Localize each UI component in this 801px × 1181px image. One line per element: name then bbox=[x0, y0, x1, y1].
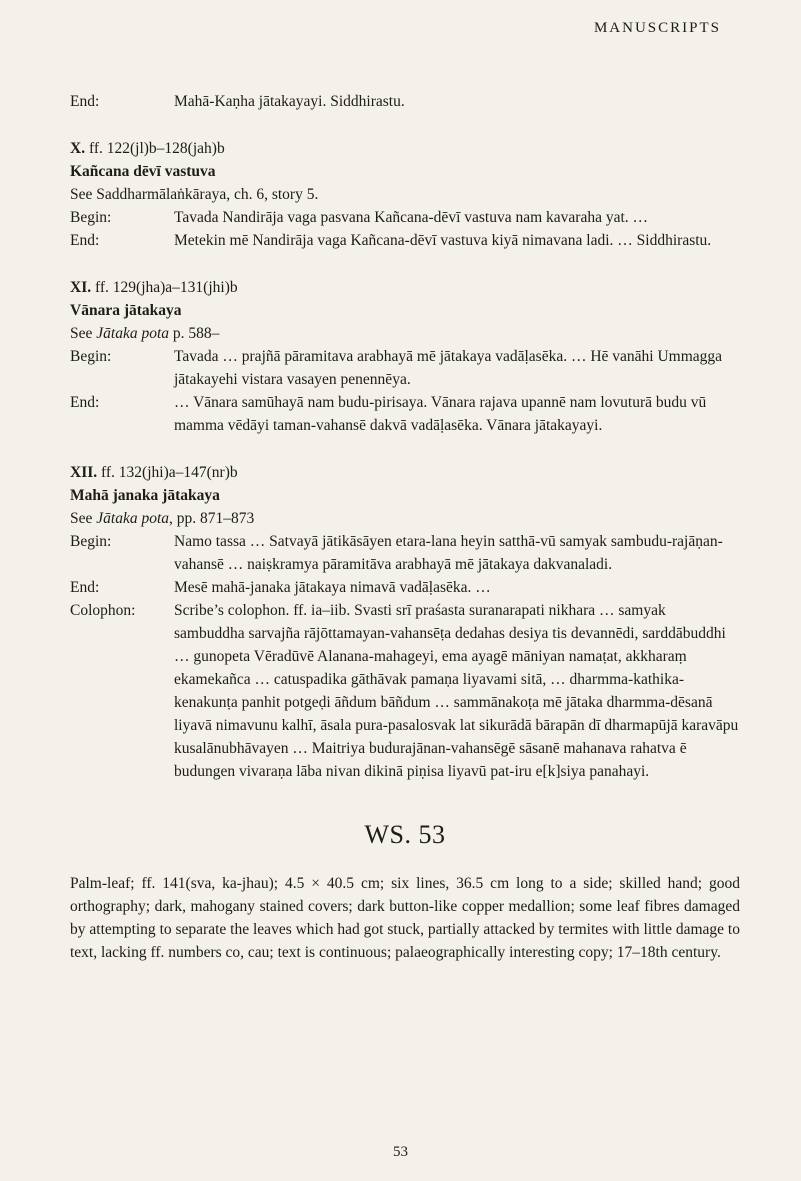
entry-field bbox=[70, 599, 740, 783]
field-text: Namo tassa … Satvayā jātikāsāyen etara-lana heyin satthā-vū samyak sambudu-rajāṇan-vahansē … naiṣkramya pāramitāva arabhayā mē jātakaya dakvanaladi. bbox=[174, 533, 723, 573]
entry-field bbox=[70, 206, 740, 229]
entry-header bbox=[70, 461, 740, 484]
reference-prefix: See bbox=[70, 325, 97, 342]
entry-header bbox=[70, 137, 740, 160]
entry-title: Vānara jātakaya bbox=[70, 302, 182, 319]
entry-field bbox=[70, 229, 740, 252]
field-label: End: bbox=[70, 579, 100, 596]
entry-number: X. bbox=[70, 140, 86, 157]
ws-description: Palm-leaf; ff. 141(sva, ka-jhau); 4.5 × 40.5 cm; six lines, 36.5 cm long to a side; skilled hand; good orthography; dark, mahogany stained covers; dark button-like copper medallion; some leaf fibres damaged by attempting to separate the leaves which had got stuck, partially attacked by termites with little damage to text, lacking ff. numbers co, cau; text is continuous; palaeographically interesting copy; 17–18th century. bbox=[70, 875, 740, 961]
entries-list bbox=[70, 137, 740, 783]
reference-prefix: See bbox=[70, 510, 97, 527]
entry-field bbox=[70, 391, 740, 437]
reference-suffix: p. 588– bbox=[169, 325, 220, 342]
field-label: Begin: bbox=[70, 533, 112, 550]
field-label: End: bbox=[70, 232, 100, 249]
catalog-entry bbox=[70, 276, 740, 437]
field-label: End: bbox=[70, 93, 100, 110]
entry-folios: ff. 122(jl)b–128(jah)b bbox=[88, 140, 225, 157]
field-label: Colophon: bbox=[70, 602, 136, 619]
field-text: Mahā-Kaṇha jātakayayi. Siddhirastu. bbox=[174, 93, 405, 110]
entry-reference bbox=[70, 183, 740, 206]
entry-title: Kañcana dēvī vastuva bbox=[70, 163, 216, 180]
running-head: MANUSCRIPTS bbox=[593, 20, 721, 36]
field-text: Tavada … prajñā pāramitava arabhayā mē jātakaya vadāḷasēka. … Hē vanāhi Ummagga jātakayehi vistara vasayen penennēya. bbox=[174, 348, 723, 388]
entry-reference bbox=[70, 507, 740, 530]
field-label: Begin: bbox=[70, 348, 112, 365]
entry-header bbox=[70, 276, 740, 299]
entry-field bbox=[70, 530, 740, 576]
catalog-entry bbox=[70, 461, 740, 783]
field-label: Begin: bbox=[70, 209, 112, 226]
entry-number: XI. bbox=[70, 279, 92, 296]
reference-title: Jātaka pota bbox=[96, 325, 170, 342]
entry-number: XII. bbox=[70, 464, 98, 481]
field-text: Metekin mē Nandirāja vaga Kañcana-dēvī vastuva kiyā nimavana ladi. … Siddhirastu. bbox=[174, 232, 712, 249]
reference-title: Jātaka pota bbox=[96, 510, 170, 527]
entry-folios: ff. 132(jhi)a–147(nr)b bbox=[101, 464, 238, 481]
field-text: Mesē mahā-janaka jātakaya nimavā vadāḷasēka. … bbox=[174, 579, 491, 596]
page-number: 53 bbox=[393, 1144, 408, 1160]
page-content bbox=[70, 90, 740, 964]
reference-prefix: See Saddharmālaṅkāraya, ch. 6, story 5. bbox=[70, 186, 319, 203]
field-label: End: bbox=[70, 394, 100, 411]
entry-field bbox=[70, 576, 740, 599]
entry-reference bbox=[70, 322, 740, 345]
field-text: … Vānara samūhayā nam budu-pirisaya. Vānara rajava upannē nam lovuturā budu vū mamma vēdāyi taman-vahansē dakvā vadāḷasēka. Vānara jātakayayi. bbox=[174, 394, 707, 434]
entry-field bbox=[70, 345, 740, 391]
entry-title: Mahā janaka jātakaya bbox=[70, 487, 220, 504]
field-text: Scribe’s colophon. ff. ia–iib. Svasti srī praśasta suranarapati nikhara … samyak sambuddha sarvajña rājōttamayan-vahansēṭa dedahas desiya tis devannēdi, sarddābuddhi … gunopeta Vēradūvē Alanana-mahageyi, ema ayagē māniyan namaṭat, akkharaṃ ekamekañca … catuspadika gāthāvak pamaṇa liyavami sitā, … dharmma-kathika-kenakunṭa panhit potgeḍi āñdum bāñdum … sammānakoṭa mē jātaka dharmma-dēsanā liyavā nimavunu kalhī, āsala pura-pasalosvak lat sikurādā bārapān dī dharmapūjā karavāpu kusalānubhāvayen … Maitriya budurajānan-vahansēgē sāsanē mahanava rahatva ē budungen vivaraṇa lāba nivan dikinā piṇisa liyavū pat-iru e[k]siya panahayi. bbox=[174, 602, 739, 780]
first-end-row bbox=[70, 90, 740, 113]
reference-suffix: , pp. 871–873 bbox=[169, 510, 255, 527]
field-text: Tavada Nandirāja vaga pasvana Kañcana-dēvī vastuva nam kavaraha yat. … bbox=[174, 209, 649, 226]
entry-folios: ff. 129(jha)a–131(jhi)b bbox=[94, 279, 238, 296]
catalog-entry bbox=[70, 137, 740, 252]
ws-heading: WS. 53 bbox=[364, 820, 446, 849]
